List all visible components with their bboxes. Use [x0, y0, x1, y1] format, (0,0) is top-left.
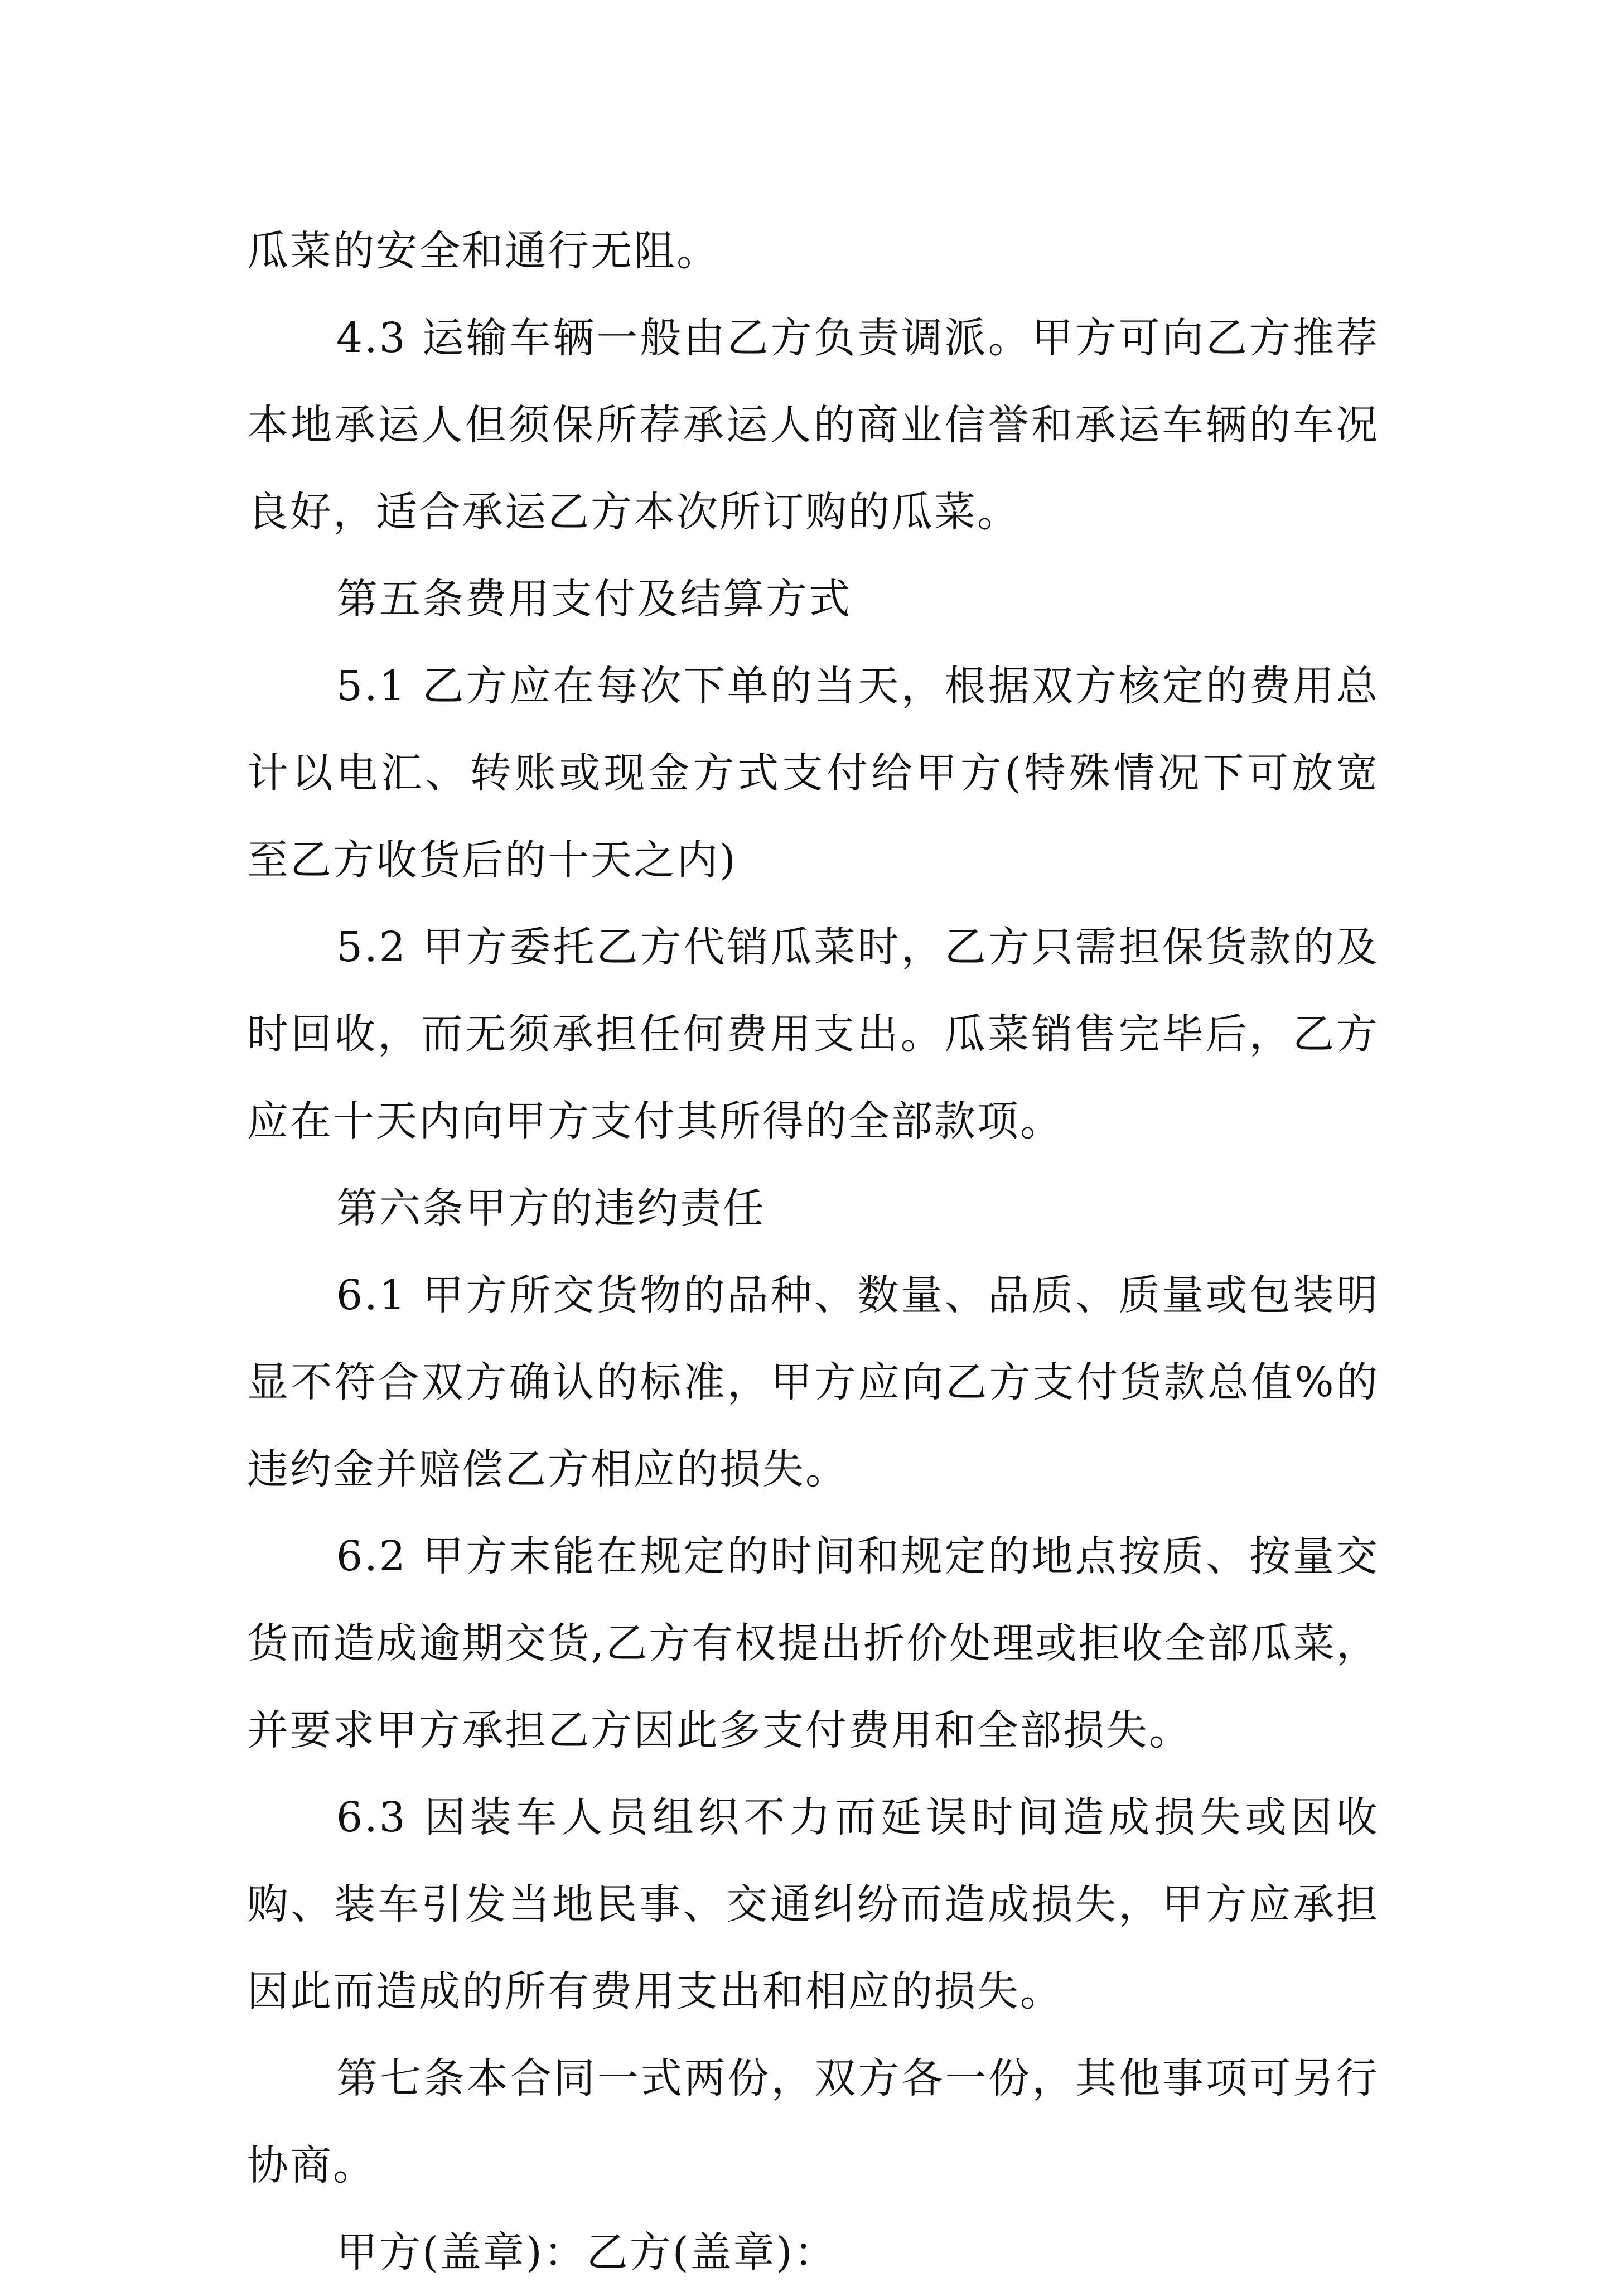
clause-4-3: 4.3 运输车辆一般由乙方负责调派。甲方可向乙方推荐本地承运人但须保所荐承运人的商业信誉和承运车辆的车况良好，适合承运乙方本次所订购的瓜菜。 [247, 314, 1379, 536]
clause-6-2: 6.2 甲方末能在规定的时间和规定的地点按质、按量交货而造成逾期交货,乙方有权提出折价处理或拒收全部瓜菜，并要求甲方承担乙方因此多支付费用和全部损失。 [247, 1532, 1379, 1754]
clause-6-1: 6.1 甲方所交货物的品种、数量、品质、质量或包装明显不符合双方确认的标准，甲方应向乙方支付货款总值%的违约金并赔偿乙方相应的损失。 [247, 1271, 1379, 1493]
article-7-text: 第七条本合同一式两份，双方各一份，其他事项可另行协商。 [247, 2054, 1379, 2189]
document-body [247, 208, 1379, 2296]
paragraph-continuation: 瓜菜的安全和通行无阻。 [247, 227, 719, 275]
clause-6-3: 6.3 因装车人员组织不力而延误时间造成损失或因收购、装车引发当地民事、交通纠纷而造成损失，甲方应承担因此而造成的所有费用支出和相应的损失。 [247, 1793, 1379, 2015]
clause-5-1: 5.1 乙方应在每次下单的当天，根据双方核定的费用总计以电汇、转账或现金方式支付给甲方(特殊情况下可放宽至乙方收货后的十天之内) [247, 662, 1379, 884]
article-5-heading: 第五条费用支付及结算方式 [336, 575, 852, 623]
signature-line: 甲方(盖章)：乙方(盖章)： [336, 2229, 837, 2276]
article-6-heading: 第六条甲方的违约责任 [336, 1184, 766, 1232]
clause-5-2: 5.2 甲方委托乙方代销瓜菜时，乙方只需担保货款的及时回收，而无须承担任何费用支出。瓜菜销售完毕后，乙方应在十天内向甲方支付其所得的全部款项。 [247, 923, 1379, 1145]
